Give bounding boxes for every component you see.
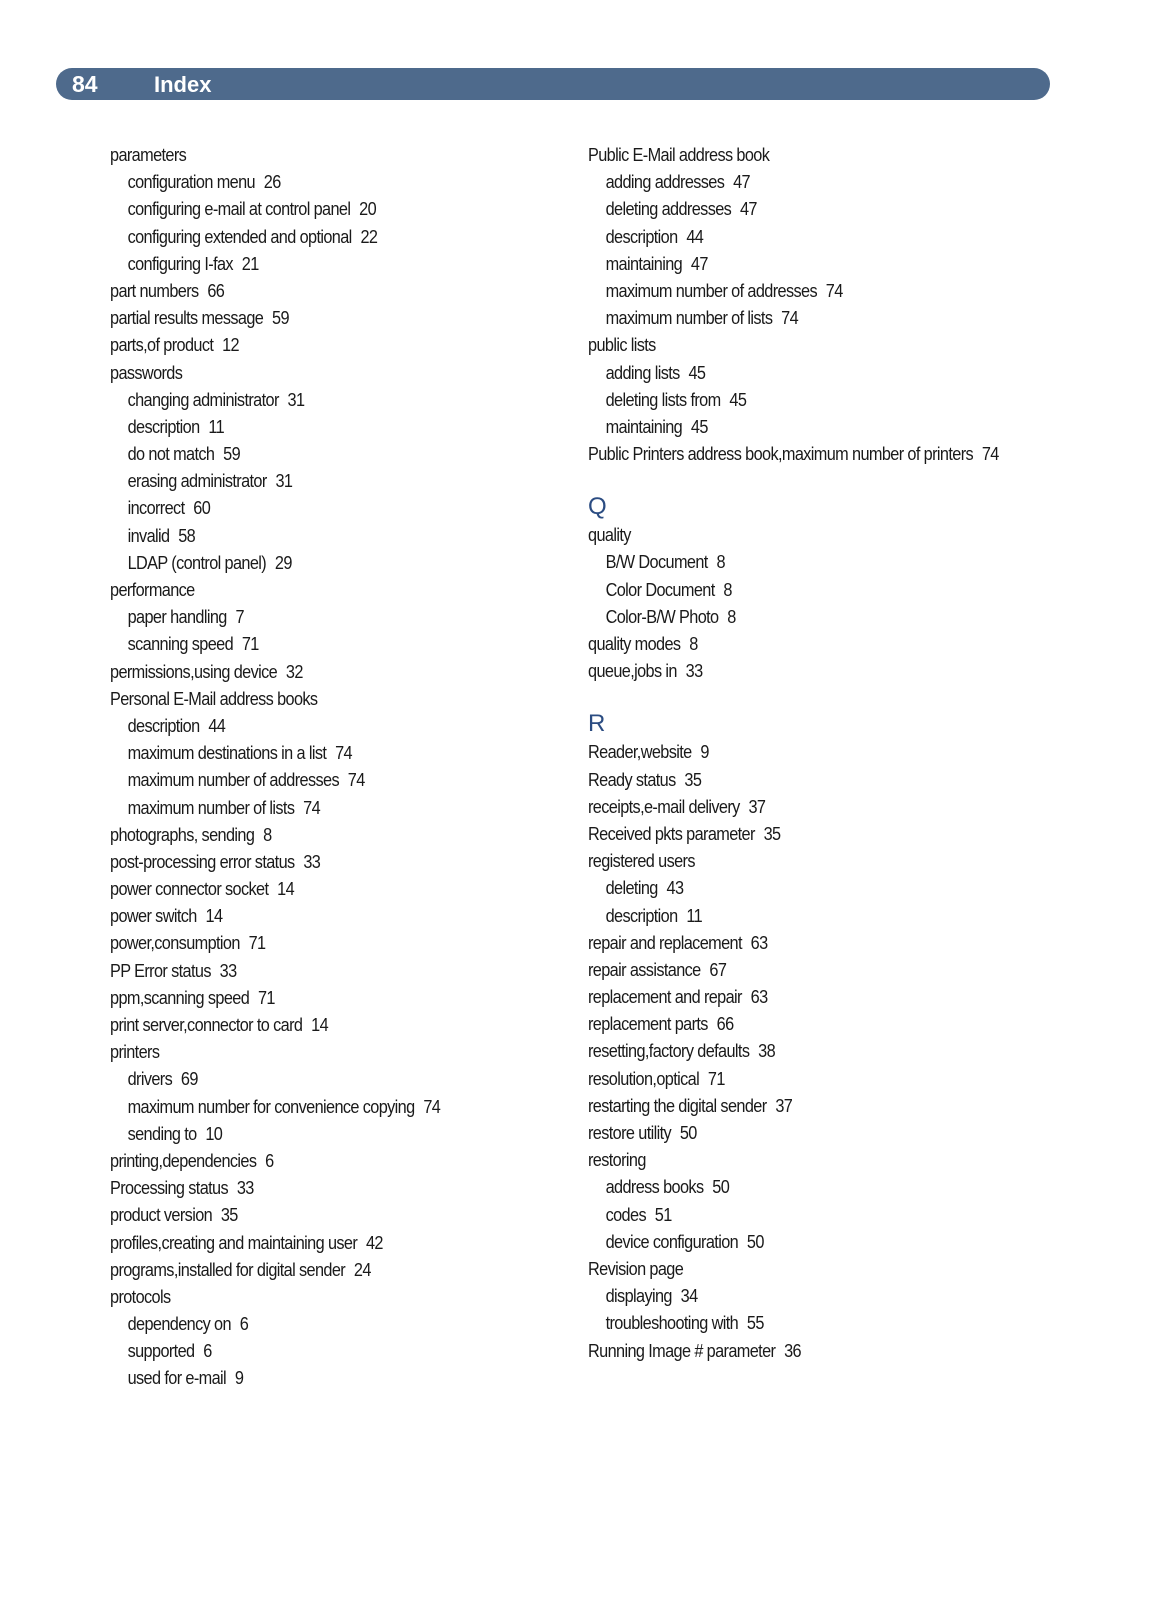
index-term: configuring extended and optional (127, 225, 352, 247)
index-term: adding addresses (605, 171, 725, 193)
index-term: power switch (110, 905, 197, 927)
index-term: restore utility (588, 1122, 672, 1143)
page-reference: 74 (303, 796, 321, 818)
index-subentry (110, 440, 497, 467)
index-term: registered users (588, 850, 695, 872)
index-term: maximum number of addresses (605, 279, 817, 301)
index-term: address books (605, 1176, 704, 1198)
page-reference: 42 (365, 1231, 383, 1253)
index-entry (110, 658, 497, 685)
index-entry (588, 847, 1010, 874)
index-term: incorrect (127, 497, 185, 519)
page-reference: 32 (285, 660, 303, 682)
page-reference: 6 (265, 1149, 274, 1171)
page-reference: 31 (275, 470, 293, 492)
index-term: power,consumption (110, 932, 240, 954)
index-entry (588, 929, 1010, 956)
index-entry (588, 983, 1010, 1010)
page-reference: 55 (746, 1312, 764, 1334)
index-term: codes (605, 1203, 646, 1225)
index-term: configuring e-mail at control panel (127, 198, 351, 220)
page-reference: 9 (700, 741, 709, 763)
index-term: Color Document (605, 578, 715, 600)
index-subentry (110, 1337, 497, 1364)
page-reference: 37 (748, 795, 766, 817)
index-subentry (110, 794, 497, 821)
index-entry (588, 440, 1010, 467)
page-reference: 8 (263, 823, 272, 845)
index-entry (110, 685, 497, 712)
page-reference: 74 (781, 307, 799, 329)
index-subentry (110, 386, 497, 413)
index-subentry (588, 359, 1010, 386)
index-term: deleting (605, 877, 658, 899)
index-entry (110, 1011, 497, 1038)
index-entry (588, 1010, 1010, 1037)
index-subentry (110, 739, 497, 766)
index-subentry (588, 1201, 1010, 1228)
index-term: restarting the digital sender (588, 1094, 767, 1116)
page-reference: 33 (236, 1177, 254, 1199)
index-term: maximum number of lists (605, 307, 773, 329)
index-term: post-processing error status (110, 850, 295, 872)
page-reference: 35 (763, 822, 781, 844)
page-reference: 47 (739, 198, 757, 220)
index-term: do not match (127, 443, 215, 465)
page-number: 84 (72, 71, 98, 97)
page-reference: 50 (712, 1176, 730, 1198)
page-reference: 66 (207, 279, 225, 301)
index-term: permissions,using device (110, 660, 278, 682)
page-reference: 44 (208, 714, 226, 736)
index-term: print server,connector to card (110, 1014, 303, 1035)
page-reference: 74 (825, 279, 843, 301)
index-entry (110, 277, 497, 304)
index-entry (110, 875, 497, 902)
index-term: troubleshooting with (605, 1312, 739, 1334)
index-subentry (110, 1093, 497, 1120)
page-reference: 38 (758, 1040, 776, 1062)
index-term: programs,installed for digital sender (110, 1258, 346, 1280)
page-reference: 14 (205, 905, 223, 927)
page-reference: 74 (423, 1095, 441, 1117)
page-reference: 47 (690, 252, 708, 274)
page-reference: 71 (707, 1067, 725, 1089)
index-term: LDAP (control panel) (127, 551, 267, 573)
index-entry (588, 738, 1010, 765)
page-reference: 34 (680, 1285, 698, 1307)
index-subentry (588, 902, 1010, 929)
index-entry (588, 331, 1010, 358)
index-column-left (110, 141, 550, 1392)
page-reference: 9 (234, 1367, 244, 1389)
index-term: Public E-Mail address book (588, 144, 770, 165)
index-term: erasing administrator (127, 470, 267, 492)
index-subentry (110, 413, 497, 440)
index-term: power connector socket (110, 878, 269, 900)
page-reference: 11 (686, 904, 703, 926)
index-term: PP Error status (110, 959, 211, 981)
index-term: quality (588, 524, 631, 546)
index-term: replacement and repair (588, 986, 742, 1008)
index-subentry (588, 603, 1010, 630)
index-entry (110, 359, 497, 386)
index-term: resolution,optical (588, 1067, 700, 1089)
index-entry (110, 984, 497, 1011)
index-term: changing administrator (127, 388, 279, 410)
page-reference: 12 (222, 334, 239, 356)
index-term: performance (110, 579, 195, 600)
index-entry (588, 1092, 1010, 1119)
index-subentry (110, 712, 497, 739)
page-reference: 60 (193, 497, 211, 519)
index-entry (588, 1119, 1010, 1146)
index-subentry (588, 413, 1010, 440)
index-term: passwords (110, 361, 183, 383)
index-entry (588, 793, 1010, 820)
index-entry (110, 1174, 497, 1201)
index-subentry (588, 223, 1010, 250)
page-reference: 22 (360, 225, 378, 247)
page-reference: 8 (727, 605, 736, 627)
index-subentry (110, 630, 497, 657)
index-term: maximum number for convenience copying (127, 1095, 415, 1117)
index-entry (110, 1201, 497, 1228)
index-term: repair and replacement (588, 931, 742, 953)
index-subentry (588, 1309, 1010, 1336)
page-reference: 71 (248, 932, 266, 954)
index-term: receipts,e-mail delivery (588, 795, 740, 817)
index-entry (588, 521, 1010, 548)
index-entry (110, 331, 497, 358)
index-term: restoring (588, 1149, 646, 1171)
index-term: photographs, sending (110, 823, 255, 845)
index-subentry (588, 277, 1010, 304)
page-reference: 36 (784, 1339, 802, 1361)
page-reference: 63 (750, 931, 768, 953)
index-subentry (588, 576, 1010, 603)
index-term: dependency on (127, 1313, 231, 1335)
page-reference: 11 (208, 415, 225, 437)
page-reference: 43 (666, 877, 684, 899)
index-entry (588, 1337, 1010, 1364)
index-entry (110, 1283, 497, 1310)
index-subentry (588, 386, 1010, 413)
page-reference: 74 (335, 742, 352, 764)
index-entry (110, 1147, 497, 1174)
index-term: printing,dependencies (110, 1149, 257, 1171)
page-reference: 67 (709, 958, 727, 980)
index-term: Public Printers address book,maximum number of printers (588, 443, 974, 465)
page-reference: 69 (180, 1068, 198, 1090)
index-column-right (588, 141, 1068, 1364)
letter-heading: R (588, 710, 606, 738)
index-subentry (588, 548, 1010, 575)
index-term: description (605, 225, 678, 247)
index-term: Reader,website (588, 741, 692, 763)
page-reference: 26 (263, 171, 281, 193)
index-subentry (110, 1120, 497, 1147)
index-term: device configuration (605, 1230, 739, 1252)
index-subentry (110, 1364, 497, 1391)
index-entry (588, 1146, 1010, 1173)
index-subentry (588, 1282, 1010, 1309)
index-term: ppm,scanning speed (110, 986, 250, 1008)
index-subentry (588, 304, 1010, 331)
index-subentry (588, 1173, 1010, 1200)
index-subentry (110, 223, 497, 250)
index-term: displaying (605, 1285, 672, 1307)
index-term: deleting lists from (605, 388, 721, 410)
index-term: configuring I-fax (127, 252, 233, 274)
index-term: Received pkts parameter (588, 822, 755, 844)
index-subentry (110, 603, 497, 630)
page-reference: 10 (205, 1122, 223, 1144)
page-reference: 59 (272, 307, 289, 329)
index-subentry (110, 168, 497, 195)
index-entry (110, 576, 497, 603)
index-term: maintaining (605, 415, 683, 437)
index-entry (110, 1229, 497, 1256)
index-entry (110, 929, 497, 956)
page-reference: 21 (241, 252, 259, 274)
index-subentry (110, 195, 497, 222)
page-reference: 45 (729, 388, 747, 410)
index-term: used for e-mail (127, 1367, 227, 1389)
index-term: maintaining (605, 252, 683, 274)
index-subentry (110, 522, 497, 549)
page-reference: 8 (716, 551, 725, 573)
index-entry (110, 957, 497, 984)
index-subentry (588, 1228, 1010, 1255)
page-reference: 33 (685, 660, 703, 682)
index-term: printers (110, 1041, 160, 1063)
index-term: drivers (127, 1068, 173, 1090)
index-entry (110, 304, 497, 331)
index-entry (110, 848, 497, 875)
index-subentry (110, 467, 497, 494)
page-reference: 35 (220, 1204, 238, 1226)
index-term: queue,jobs in (588, 660, 677, 682)
index-term: maximum number of lists (127, 796, 295, 818)
page-reference: 8 (723, 578, 732, 600)
page-reference: 50 (679, 1122, 697, 1143)
index-entry (588, 630, 1010, 657)
index-term: sending to (127, 1122, 197, 1144)
index-entry (588, 657, 1010, 684)
index-term: Ready status (588, 768, 676, 790)
index-entry (110, 1256, 497, 1283)
index-term: supported (127, 1340, 195, 1362)
page-reference: 31 (287, 388, 305, 410)
page-reference: 71 (257, 986, 275, 1008)
page-reference: 29 (274, 551, 292, 573)
index-term: Processing status (110, 1177, 229, 1199)
page-reference: 47 (733, 171, 750, 193)
index-subentry (110, 549, 497, 576)
index-term: configuration menu (127, 171, 255, 193)
page-reference: 66 (716, 1013, 734, 1035)
page-reference: 20 (359, 198, 377, 220)
index-entry (588, 820, 1010, 847)
index-entry (110, 1038, 497, 1065)
page-reference: 8 (689, 633, 698, 654)
index-entry (588, 141, 1010, 168)
index-subentry (588, 874, 1010, 901)
index-term: Running Image # parameter (588, 1339, 776, 1361)
index-subentry (110, 1310, 497, 1337)
page-reference: 14 (311, 1014, 329, 1035)
page-reference: 33 (219, 959, 237, 981)
index-subentry (588, 168, 1010, 195)
index-term: quality modes (588, 633, 681, 654)
index-term: description (127, 415, 200, 437)
index-term: paper handling (127, 606, 227, 628)
index-term: protocols (110, 1285, 171, 1307)
page-reference: 45 (690, 415, 708, 437)
index-term: description (127, 714, 200, 736)
index-entry (110, 821, 497, 848)
index-term: adding lists (605, 361, 680, 383)
index-entry (588, 1065, 1010, 1092)
index-subentry (110, 1065, 497, 1092)
page-reference: 74 (981, 443, 999, 465)
index-term: public lists (588, 334, 656, 356)
index-subentry (110, 766, 497, 793)
index-term: profiles,creating and maintaining user (110, 1231, 358, 1253)
index-entry (588, 766, 1010, 793)
index-term: description (605, 904, 678, 926)
index-term: product version (110, 1204, 213, 1226)
index-entry (588, 1037, 1010, 1064)
page-reference: 51 (654, 1203, 672, 1225)
index-term: parts,of product (110, 334, 214, 356)
index-term: B/W Document (605, 551, 708, 573)
index-term: parameters (110, 144, 187, 165)
page-reference: 37 (775, 1094, 793, 1116)
index-entry (110, 141, 497, 168)
page-reference: 44 (686, 225, 704, 247)
index-term: part numbers (110, 279, 199, 301)
index-entry (110, 902, 497, 929)
index-term: partial results message (110, 307, 264, 329)
index-subentry (588, 250, 1010, 277)
page-reference: 6 (239, 1313, 249, 1335)
index-subentry (588, 195, 1010, 222)
page-reference: 35 (684, 768, 702, 790)
index-term: resetting,factory defaults (588, 1040, 750, 1062)
page-reference: 14 (277, 878, 295, 900)
page-reference: 63 (750, 986, 768, 1008)
index-term: repair assistance (588, 958, 701, 980)
index-term: invalid (127, 524, 170, 546)
page-reference: 50 (746, 1230, 764, 1252)
letter-heading: Q (588, 493, 607, 521)
index-term: deleting addresses (605, 198, 732, 220)
index-entry (588, 1255, 1010, 1282)
index-term: maximum destinations in a list (127, 742, 327, 764)
index-entry (588, 956, 1010, 983)
page-reference: 74 (347, 769, 365, 791)
page-reference: 33 (303, 850, 321, 872)
index-subentry (110, 250, 497, 277)
page-reference: 45 (688, 361, 706, 383)
index-term: Revision page (588, 1257, 684, 1279)
page-reference: 58 (178, 524, 196, 546)
page-reference: 7 (235, 606, 244, 628)
index-term: Color-B/W Photo (605, 605, 719, 627)
index-subentry (110, 494, 497, 521)
page-reference: 59 (223, 443, 241, 465)
index-term: Personal E-Mail address books (110, 687, 318, 709)
page-reference: 6 (203, 1340, 212, 1362)
index-term: scanning speed (127, 633, 234, 655)
section-title: Index (154, 72, 212, 97)
page-reference: 71 (241, 633, 259, 655)
page-reference: 24 (353, 1258, 371, 1280)
index-term: maximum number of addresses (127, 769, 339, 791)
index-term: replacement parts (588, 1013, 708, 1035)
